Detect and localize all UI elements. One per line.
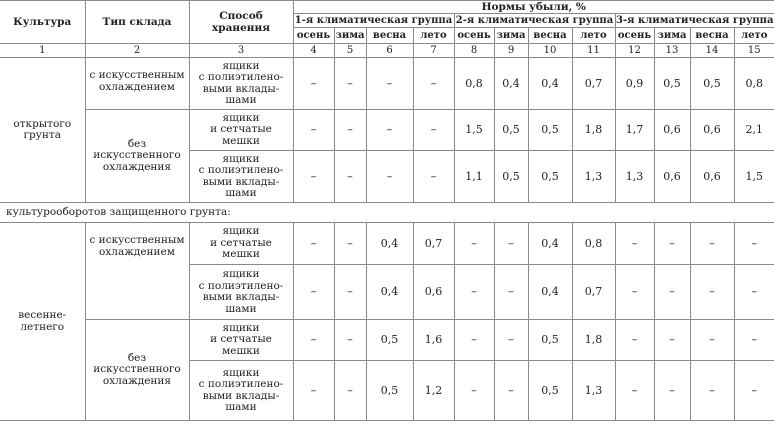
method-line: мешки	[222, 134, 260, 147]
value-cell: –	[293, 110, 334, 151]
value-cell: –	[494, 265, 528, 320]
value-cell: 1,3	[572, 151, 615, 203]
value-cell: –	[334, 320, 366, 361]
header-method-line2: хранения	[211, 22, 270, 34]
value-cell: 0,7	[572, 265, 615, 320]
value-cell: 0,5	[528, 110, 572, 151]
header-row-1	[0, 1, 774, 14]
value-cell: 0,8	[734, 58, 774, 110]
value-cell: –	[734, 265, 774, 320]
column-number: 1	[0, 44, 85, 58]
value-cell: –	[454, 361, 494, 421]
storage-label-line: искусственного	[93, 363, 181, 376]
value-cell: –	[690, 320, 734, 361]
season-winter: зима	[654, 28, 690, 44]
header-storage-type: Тип склада	[85, 1, 189, 44]
storage-without-cooling	[85, 320, 189, 421]
value-cell: –	[615, 361, 654, 421]
storage-without-cooling	[85, 110, 189, 203]
value-cell: 0,7	[572, 58, 615, 110]
value-cell: 0,5	[654, 58, 690, 110]
column-number: 13	[654, 44, 690, 58]
value-cell: 0,4	[366, 265, 413, 320]
value-cell: –	[654, 223, 690, 265]
method-line: шами	[225, 302, 257, 315]
method-line: выми вклады-	[202, 389, 280, 402]
value-cell: 0,6	[690, 151, 734, 203]
culture-spring-summer	[0, 223, 85, 421]
value-cell: –	[334, 151, 366, 203]
method-line: шами	[225, 94, 257, 106]
column-number: 15	[734, 44, 774, 58]
method-line: шами	[225, 187, 257, 199]
value-cell: –	[366, 151, 413, 203]
storage-method	[189, 58, 293, 110]
value-cell: 0,5	[494, 151, 528, 203]
season-summer: лето	[734, 28, 774, 44]
value-cell: –	[293, 361, 334, 421]
value-cell: 0,5	[366, 320, 413, 361]
value-cell: 0,4	[366, 223, 413, 265]
value-cell: –	[413, 110, 454, 151]
table-row	[0, 223, 774, 265]
storage-with-cooling	[85, 58, 189, 110]
value-cell: 1,2	[413, 361, 454, 421]
value-cell: 0,6	[690, 110, 734, 151]
method-line: ящики	[222, 152, 260, 165]
value-cell: 0,5	[690, 58, 734, 110]
value-cell: –	[366, 110, 413, 151]
method-line: ящики	[222, 366, 260, 379]
header-culture: Культура	[0, 1, 85, 44]
value-cell: –	[334, 58, 366, 110]
column-number: 5	[334, 44, 366, 58]
season-autumn: осень	[293, 28, 334, 44]
storage-label-line: без	[127, 351, 147, 364]
value-cell: 0,4	[494, 58, 528, 110]
storage-method	[189, 223, 293, 265]
storage-method	[189, 361, 293, 421]
column-numbers-row	[0, 44, 774, 58]
value-cell: 0,6	[413, 265, 454, 320]
value-cell: –	[293, 58, 334, 110]
column-number: 10	[528, 44, 572, 58]
value-cell: 2,1	[734, 110, 774, 151]
value-cell: –	[615, 223, 654, 265]
header-group-3: 3-я климатическая группа	[616, 14, 774, 26]
value-cell: –	[690, 361, 734, 421]
culture-label-line: весенне-	[18, 309, 67, 321]
method-line: мешки	[222, 248, 260, 261]
value-cell: –	[615, 265, 654, 320]
value-cell: 1,5	[734, 151, 774, 203]
value-cell: –	[454, 265, 494, 320]
culture-label-line: открытого	[13, 117, 72, 130]
value-cell: –	[293, 265, 334, 320]
column-number: 7	[413, 44, 454, 58]
value-cell: 0,5	[366, 361, 413, 421]
value-cell: –	[494, 223, 528, 265]
season-spring: весна	[528, 28, 572, 44]
table-row	[0, 110, 774, 151]
value-cell: –	[334, 110, 366, 151]
method-line: выми вклады-	[202, 175, 280, 188]
method-line: мешки	[222, 344, 260, 357]
column-number: 6	[366, 44, 413, 58]
value-cell: –	[413, 58, 454, 110]
column-number: 12	[615, 44, 654, 58]
method-line: выми вклады-	[202, 82, 280, 95]
value-cell: –	[615, 320, 654, 361]
season-autumn: осень	[615, 28, 654, 44]
value-cell: –	[366, 58, 413, 110]
value-cell: –	[293, 151, 334, 203]
season-spring: весна	[366, 28, 413, 44]
value-cell: –	[654, 265, 690, 320]
storage-label-line: охлаждения	[102, 160, 172, 173]
value-cell: 0,4	[528, 58, 572, 110]
method-line: шами	[225, 401, 257, 413]
season-summer: лето	[413, 28, 454, 44]
value-cell: –	[293, 320, 334, 361]
value-cell: 0,4	[528, 223, 572, 265]
table-row	[0, 320, 774, 361]
value-cell: 0,7	[413, 223, 454, 265]
header-method	[189, 1, 293, 44]
value-cell: –	[734, 320, 774, 361]
value-cell: 1,8	[572, 110, 615, 151]
value-cell: –	[454, 223, 494, 265]
storage-method	[189, 151, 293, 203]
column-number: 3	[189, 44, 293, 58]
header-method-line1: Способ	[219, 10, 263, 22]
value-cell: 0,5	[494, 110, 528, 151]
season-summer: лето	[572, 28, 615, 44]
method-line: и сетчатые	[210, 236, 272, 249]
value-cell: –	[690, 223, 734, 265]
value-cell: 0,5	[528, 320, 572, 361]
column-number: 14	[690, 44, 734, 58]
header-group-1: 1-я климатическая группа	[294, 14, 453, 26]
section-title: культурооборотов защищенного грунта:	[0, 203, 774, 223]
value-cell: 0,8	[454, 58, 494, 110]
value-cell: –	[293, 223, 334, 265]
value-cell: –	[734, 361, 774, 421]
storage-label-line: охлаждения	[102, 374, 172, 387]
storage-label-line: без	[127, 137, 147, 150]
section-title-row	[0, 203, 774, 223]
storage-method	[189, 320, 293, 361]
value-cell: –	[413, 151, 454, 203]
column-number: 4	[293, 44, 334, 58]
culture-label-line: летнего	[20, 320, 65, 333]
method-line: ящики	[222, 111, 260, 124]
storage-label-line: искусственного	[93, 149, 181, 162]
storage-label-line: с искусственным	[89, 69, 185, 81]
value-cell: –	[494, 361, 528, 421]
method-line: с полиэтилено-	[198, 378, 284, 390]
season-winter: зима	[334, 28, 366, 44]
value-cell: –	[454, 320, 494, 361]
method-line: ящики	[222, 321, 260, 334]
value-cell: –	[334, 223, 366, 265]
value-cell: 0,6	[654, 110, 690, 151]
value-cell: –	[734, 223, 774, 265]
storage-with-cooling	[85, 223, 189, 320]
column-number: 8	[454, 44, 494, 58]
value-cell: 0,5	[528, 151, 572, 203]
storage-label-line: охлаждением	[99, 80, 175, 93]
value-cell: –	[334, 265, 366, 320]
method-line: и сетчатые	[210, 123, 272, 136]
value-cell: –	[654, 361, 690, 421]
value-cell: 1,3	[615, 151, 654, 203]
method-line: с полиэтилено-	[198, 279, 284, 292]
value-cell: 1,5	[454, 110, 494, 151]
header-norms: Нормы убыли, %	[293, 1, 774, 14]
value-cell: –	[690, 265, 734, 320]
season-autumn: осень	[454, 28, 494, 44]
value-cell: 1,6	[413, 320, 454, 361]
value-cell: 1,7	[615, 110, 654, 151]
value-cell: 0,5	[528, 361, 572, 421]
season-spring: весна	[690, 28, 734, 44]
storage-method	[189, 265, 293, 320]
storage-label-line: с искусственным	[89, 234, 185, 246]
season-winter: зима	[494, 28, 528, 44]
value-cell: 1,1	[454, 151, 494, 203]
method-line: и сетчатые	[210, 333, 272, 346]
culture-open-ground	[0, 58, 85, 203]
value-cell: 1,8	[572, 320, 615, 361]
method-line: ящики	[222, 225, 260, 238]
value-cell: –	[494, 320, 528, 361]
method-line: с полиэтилено-	[198, 71, 284, 83]
storage-method	[189, 110, 293, 151]
header-group-2: 2-я климатическая группа	[455, 14, 614, 26]
column-number: 2	[85, 44, 189, 58]
method-line: выми вклады-	[202, 291, 280, 303]
table-row	[0, 58, 774, 110]
method-line: ящики	[222, 268, 260, 280]
value-cell: –	[654, 320, 690, 361]
column-number: 9	[494, 44, 528, 58]
culture-label-line: грунта	[23, 129, 61, 141]
method-line: с полиэтилено-	[198, 164, 284, 176]
value-cell: 1,3	[572, 361, 615, 421]
value-cell: 0,6	[654, 151, 690, 203]
storage-label-line: охлаждением	[99, 245, 175, 258]
column-number: 11	[572, 44, 615, 58]
value-cell: –	[334, 361, 366, 421]
value-cell: 0,4	[528, 265, 572, 320]
method-line: ящики	[222, 59, 260, 72]
value-cell: 0,9	[615, 58, 654, 110]
value-cell: 0,8	[572, 223, 615, 265]
